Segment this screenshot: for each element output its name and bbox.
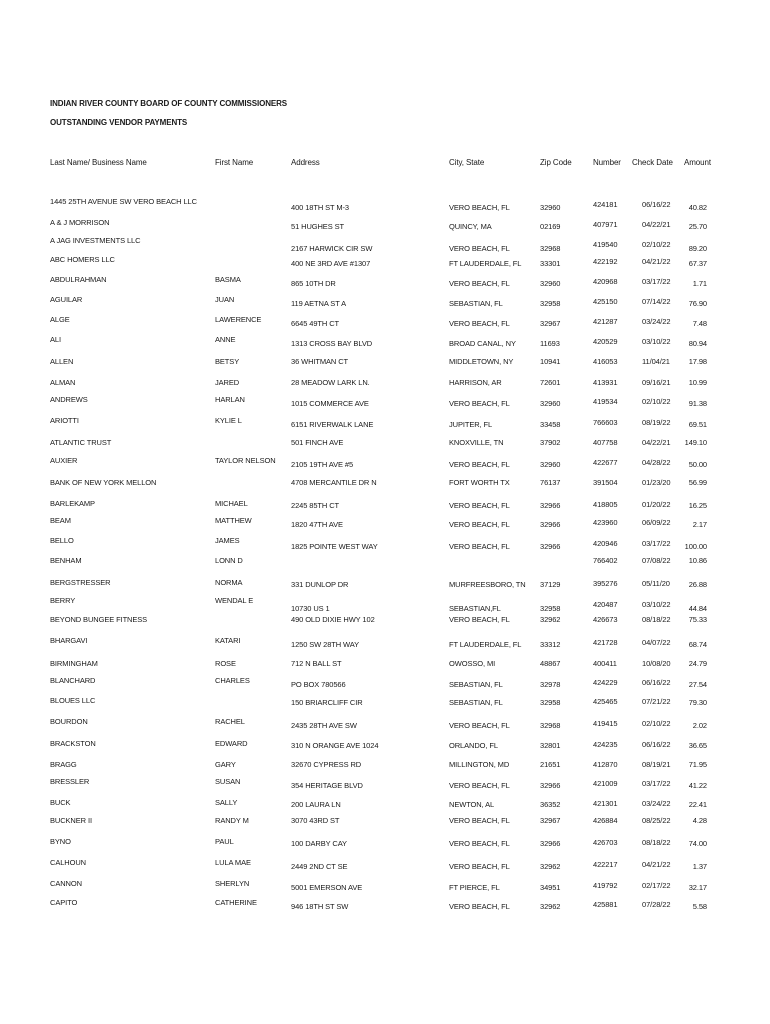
row-first: JAMES: [215, 536, 240, 545]
row-date: 02/10/22: [642, 397, 671, 406]
row-name: CANNON: [50, 879, 82, 888]
row-zip: 32966: [540, 520, 561, 529]
row-number: 419534: [593, 397, 618, 406]
row-number: 766603: [593, 418, 618, 427]
row-zip: 10941: [540, 357, 561, 366]
row-name: AGUILAR: [50, 295, 83, 304]
row-name: BEAM: [50, 516, 71, 525]
row-number: 421287: [593, 317, 618, 326]
row-amount: 68.74: [688, 640, 707, 649]
row-date: 08/18/22: [642, 615, 671, 624]
row-first: TAYLOR NELSON: [215, 456, 276, 465]
row-name: ALGE: [50, 315, 70, 324]
row-city: NEWTON, AL: [449, 800, 495, 809]
row-first: WENDAL E: [215, 596, 254, 605]
row-city: VERO BEACH, FL: [449, 520, 510, 529]
row-date: 08/19/21: [642, 760, 671, 769]
row-address: 200 LAURA LN: [291, 800, 341, 809]
row-city: MURFREESBORO, TN: [449, 580, 526, 589]
row-zip: 32968: [540, 721, 561, 730]
row-zip: 32958: [540, 698, 561, 707]
row-address: 310 N ORANGE AVE 1024: [291, 741, 379, 750]
row-date: 03/10/22: [642, 600, 671, 609]
row-name: BEYOND BUNGEE FITNESS: [50, 615, 148, 624]
row-date: 03/17/22: [642, 539, 671, 548]
row-zip: 32966: [540, 781, 561, 790]
row-date: 02/10/22: [642, 240, 671, 249]
row-amount: 24.79: [688, 659, 707, 668]
row-name: ALMAN: [50, 378, 76, 387]
row-address: 2167 HARWICK CIR SW: [291, 244, 373, 253]
row-zip: 32967: [540, 816, 561, 825]
row-number: 395276: [593, 579, 618, 588]
row-number: 400411: [593, 659, 617, 668]
row-date: 04/22/21: [642, 438, 671, 447]
row-amount: 79.30: [688, 698, 707, 707]
row-name: BOURDON: [50, 717, 88, 726]
row-city: ORLANDO, FL: [449, 741, 498, 750]
row-zip: 37902: [540, 438, 561, 447]
row-date: 03/17/22: [642, 779, 671, 788]
row-first: CHARLES: [215, 676, 250, 685]
col-header-amount: Amount: [684, 158, 711, 167]
row-number: 419792: [593, 881, 618, 890]
row-number: 407971: [593, 220, 618, 229]
row-date: 07/21/22: [642, 697, 671, 706]
col-header-last-name: Last Name/ Business Name: [50, 158, 147, 167]
row-amount: 32.17: [688, 883, 707, 892]
row-zip: 32958: [540, 604, 561, 613]
row-name: BERRY: [50, 596, 76, 605]
row-date: 03/24/22: [642, 799, 671, 808]
row-address: PO BOX 780566: [291, 680, 346, 689]
row-city: HARRISON, AR: [449, 378, 502, 387]
row-name: ABDULRAHMAN: [50, 275, 107, 284]
row-address: 1250 SW 28TH WAY: [291, 640, 360, 649]
row-date: 04/22/21: [642, 220, 671, 229]
row-name: ANDREWS: [50, 395, 88, 404]
row-city: VERO BEACH, FL: [449, 244, 510, 253]
row-number: 426703: [593, 838, 618, 847]
row-address: 3070 43RD ST: [291, 816, 340, 825]
row-address: 2435 28TH AVE SW: [291, 721, 357, 730]
row-address: 1820 47TH AVE: [291, 520, 343, 529]
row-address: 1015 COMMERCE AVE: [291, 399, 369, 408]
row-address: 712 N BALL ST: [291, 659, 342, 668]
row-city: VERO BEACH, FL: [449, 319, 510, 328]
row-address: 2105 19TH AVE #5: [291, 460, 354, 469]
row-name: BUCKNER II: [50, 816, 92, 825]
row-city: VERO BEACH, FL: [449, 781, 510, 790]
row-number: 424181: [593, 200, 618, 209]
row-zip: 32962: [540, 615, 561, 624]
row-amount: 1.71: [692, 279, 707, 288]
row-date: 08/19/22: [642, 418, 671, 427]
row-number: 426884: [593, 816, 618, 825]
row-first: HARLAN: [215, 395, 245, 404]
row-zip: 34951: [540, 883, 561, 892]
row-zip: 32958: [540, 299, 561, 308]
row-amount: 69.51: [688, 420, 707, 429]
row-amount: 80.94: [688, 339, 707, 348]
row-first: BASMA: [215, 275, 241, 284]
row-amount: 74.00: [688, 839, 707, 848]
row-number: 391504: [593, 478, 618, 487]
row-address: 501 FINCH AVE: [291, 438, 344, 447]
row-amount: 36.65: [688, 741, 707, 750]
row-amount: 16.25: [688, 501, 707, 510]
row-number: 420946: [593, 539, 618, 548]
row-address: 10730 US 1: [291, 604, 330, 613]
row-city: SEBASTIAN, FL: [449, 299, 503, 308]
row-address: 100 DARBY CAY: [291, 839, 347, 848]
row-name: BENHAM: [50, 556, 82, 565]
row-city: SEBASTIAN, FL: [449, 680, 503, 689]
row-amount: 17.98: [688, 357, 707, 366]
row-city: BROAD CANAL, NY: [449, 339, 516, 348]
row-city: VERO BEACH, FL: [449, 615, 510, 624]
row-zip: 32978: [540, 680, 561, 689]
row-amount: 10.86: [688, 556, 707, 565]
row-number: 421301: [593, 799, 618, 808]
row-zip: 72601: [540, 378, 561, 387]
row-first: BETSY: [215, 357, 240, 366]
row-address: 490 OLD DIXIE HWY 102: [291, 615, 375, 624]
row-amount: 22.41: [688, 800, 707, 809]
row-address: 36 WHITMAN CT: [291, 357, 349, 366]
row-first: JARED: [215, 378, 240, 387]
row-first: EDWARD: [215, 739, 248, 748]
row-first: KATARI: [215, 636, 241, 645]
row-zip: 32966: [540, 542, 561, 551]
row-amount: 89.20: [688, 244, 707, 253]
row-zip: 32966: [540, 839, 561, 848]
row-city: VERO BEACH, FL: [449, 279, 510, 288]
row-name: ABC HOMERS LLC: [50, 255, 115, 264]
row-address: 400 18TH ST M-3: [291, 203, 349, 212]
row-name: A JAG INVESTMENTS LLC: [50, 236, 141, 245]
row-amount: 26.88: [688, 580, 707, 589]
row-city: FT LAUDERDALE, FL: [449, 640, 522, 649]
row-name: CALHOUN: [50, 858, 86, 867]
row-address: 150 BRIARCLIFF CIR: [291, 698, 363, 707]
row-amount: 100.00: [684, 542, 707, 551]
row-number: 425465: [593, 697, 618, 706]
row-city: VERO BEACH, FL: [449, 816, 510, 825]
row-address: 2245 85TH CT: [291, 501, 339, 510]
row-address: 865 10TH DR: [291, 279, 336, 288]
row-first: GARY: [215, 760, 236, 769]
row-first: ANNE: [215, 335, 236, 344]
row-city: SEBASTIAN, FL: [449, 698, 503, 707]
row-city: SEBASTIAN,FL: [449, 604, 501, 613]
row-number: 421009: [593, 779, 618, 788]
row-first: NORMA: [215, 578, 243, 587]
row-date: 04/21/22: [642, 257, 671, 266]
row-city: MIDDLETOWN, NY: [449, 357, 514, 366]
row-amount: 41.22: [688, 781, 707, 790]
row-zip: 32966: [540, 501, 561, 510]
row-zip: 33301: [540, 259, 561, 268]
row-number: 416053: [593, 357, 618, 366]
row-number: 425150: [593, 297, 618, 306]
report-title: INDIAN RIVER COUNTY BOARD OF COUNTY COMMISSIONERS: [50, 99, 288, 108]
row-name: CAPITO: [50, 898, 78, 907]
row-date: 07/08/22: [642, 556, 671, 565]
row-address: 32670 CYPRESS RD: [291, 760, 362, 769]
row-city: QUINCY, MA: [449, 222, 492, 231]
row-date: 01/20/22: [642, 500, 671, 509]
row-date: 05/11/20: [642, 579, 670, 588]
row-name: A & J MORRISON: [50, 218, 110, 227]
row-amount: 10.99: [688, 378, 707, 387]
row-city: VERO BEACH, FL: [449, 203, 510, 212]
row-first: RACHEL: [215, 717, 245, 726]
row-number: 425881: [593, 900, 618, 909]
row-amount: 50.00: [688, 460, 707, 469]
row-city: VERO BEACH, FL: [449, 902, 510, 911]
row-name: BANK OF NEW YORK MELLON: [50, 478, 157, 487]
row-name: ALI: [50, 335, 61, 344]
row-address: 400 NE 3RD AVE #1307: [291, 259, 371, 268]
row-city: VERO BEACH, FL: [449, 721, 510, 730]
row-zip: 32960: [540, 203, 561, 212]
row-name: ARIOTTI: [50, 416, 79, 425]
row-first: LONN D: [215, 556, 243, 565]
row-amount: 91.38: [688, 399, 707, 408]
row-address: 1825 POINTE WEST WAY: [291, 542, 378, 551]
row-amount: 71.95: [688, 760, 707, 769]
row-zip: 32960: [540, 399, 561, 408]
row-date: 02/10/22: [642, 719, 671, 728]
row-first: MATTHEW: [215, 516, 252, 525]
row-address: 331 DUNLOP DR: [291, 580, 349, 589]
row-date: 09/16/21: [642, 378, 671, 387]
row-address: 4708 MERCANTILE DR N: [291, 478, 377, 487]
row-zip: 33458: [540, 420, 561, 429]
row-city: VERO BEACH, FL: [449, 862, 510, 871]
row-date: 08/25/22: [642, 816, 671, 825]
row-amount: 4.28: [692, 816, 707, 825]
row-name: AUXIER: [50, 456, 78, 465]
row-amount: 76.90: [688, 299, 707, 308]
report-subtitle: OUTSTANDING VENDOR PAYMENTS: [50, 118, 188, 127]
row-first: PAUL: [215, 837, 234, 846]
row-number: 766402: [593, 556, 618, 565]
row-first: LAWERENCE: [215, 315, 262, 324]
row-name: BELLO: [50, 536, 74, 545]
row-date: 10/08/20: [642, 659, 671, 668]
row-date: 01/23/20: [642, 478, 671, 487]
col-header-check-date: Check Date: [632, 158, 673, 167]
row-address: 51 HUGHES ST: [291, 222, 344, 231]
row-zip: 76137: [540, 478, 561, 487]
row-zip: 32962: [540, 862, 561, 871]
row-date: 11/04/21: [642, 357, 670, 366]
row-amount: 149.10: [684, 438, 707, 447]
row-amount: 44.84: [688, 604, 707, 613]
row-address: 5001 EMERSON AVE: [291, 883, 363, 892]
row-name: BRESSLER: [50, 777, 90, 786]
row-amount: 1.37: [692, 862, 707, 871]
row-zip: 11693: [540, 339, 560, 348]
row-number: 422192: [593, 257, 618, 266]
row-zip: 32968: [540, 244, 561, 253]
row-amount: 27.54: [688, 680, 707, 689]
row-number: 419415: [593, 719, 618, 728]
row-number: 426673: [593, 615, 618, 624]
row-name: BARLEKAMP: [50, 499, 95, 508]
row-zip: 32960: [540, 279, 561, 288]
row-amount: 5.58: [692, 902, 707, 911]
row-first: MICHAEL: [215, 499, 248, 508]
row-name: BERGSTRESSER: [50, 578, 111, 587]
row-zip: 32960: [540, 460, 561, 469]
row-number: 424235: [593, 740, 618, 749]
row-zip: 02169: [540, 222, 561, 231]
row-number: 420968: [593, 277, 618, 286]
row-first: JUAN: [215, 295, 235, 304]
row-date: 03/10/22: [642, 337, 671, 346]
row-city: VERO BEACH, FL: [449, 839, 510, 848]
col-header-number: Number: [593, 158, 621, 167]
row-amount: 2.17: [692, 520, 707, 529]
row-date: 06/16/22: [642, 200, 671, 209]
row-first: CATHERINE: [215, 898, 257, 907]
row-date: 04/07/22: [642, 638, 671, 647]
row-name: ATLANTIC TRUST: [50, 438, 112, 447]
row-date: 07/28/22: [642, 900, 671, 909]
col-header-zip: Zip Code: [540, 158, 572, 167]
row-first: RANDY M: [215, 816, 249, 825]
row-address: 119 AETNA ST A: [291, 299, 347, 308]
row-name: BLOUES LLC: [50, 696, 96, 705]
row-city: KNOXVILLE, TN: [449, 438, 504, 447]
col-header-city-state: City, State: [449, 158, 485, 167]
row-first: SHERLYN: [215, 879, 250, 888]
row-amount: 40.82: [688, 203, 707, 212]
row-city: VERO BEACH, FL: [449, 542, 510, 551]
row-name: BUCK: [50, 798, 71, 807]
row-number: 422217: [593, 860, 618, 869]
row-date: 07/14/22: [642, 297, 671, 306]
row-city: VERO BEACH, FL: [449, 460, 510, 469]
row-number: 418805: [593, 500, 618, 509]
row-address: 946 18TH ST SW: [291, 902, 349, 911]
row-zip: 36352: [540, 800, 561, 809]
row-first: KYLIE L: [215, 416, 242, 425]
row-zip: 32801: [540, 741, 561, 750]
row-first: LULA MAE: [215, 858, 251, 867]
col-header-address: Address: [291, 158, 320, 167]
row-number: 419540: [593, 240, 618, 249]
row-name: BRACKSTON: [50, 739, 96, 748]
row-amount: 67.37: [688, 259, 707, 268]
row-amount: 56.99: [688, 478, 707, 487]
row-zip: 37129: [540, 580, 561, 589]
row-date: 04/28/22: [642, 458, 671, 467]
row-address: 1313 CROSS BAY BLVD: [291, 339, 373, 348]
row-number: 413931: [593, 378, 618, 387]
row-date: 06/16/22: [642, 678, 671, 687]
row-date: 06/09/22: [642, 518, 671, 527]
row-amount: 25.70: [688, 222, 707, 231]
row-number: 421728: [593, 638, 618, 647]
row-date: 04/21/22: [642, 860, 671, 869]
row-number: 420529: [593, 337, 618, 346]
row-city: VERO BEACH, FL: [449, 399, 510, 408]
row-address: 354 HERITAGE BLVD: [291, 781, 363, 790]
row-name: BYNO: [50, 837, 71, 846]
row-zip: 48867: [540, 659, 561, 668]
row-city: FT PIERCE, FL: [449, 883, 500, 892]
row-date: 03/24/22: [642, 317, 671, 326]
row-name: BHARGAVI: [50, 636, 88, 645]
col-header-first-name: First Name: [215, 158, 254, 167]
row-name: BLANCHARD: [50, 676, 96, 685]
row-first: ROSE: [215, 659, 236, 668]
row-city: JUPITER, FL: [449, 420, 493, 429]
row-city: MILLINGTON, MD: [449, 760, 510, 769]
row-number: 407758: [593, 438, 618, 447]
row-number: 423960: [593, 518, 618, 527]
row-address: 2449 2ND CT SE: [291, 862, 348, 871]
row-date: 02/17/22: [642, 881, 671, 890]
row-city: VERO BEACH, FL: [449, 501, 510, 510]
row-name: ALLEN: [50, 357, 74, 366]
row-address: 6645 49TH CT: [291, 319, 339, 328]
row-number: 412870: [593, 760, 618, 769]
row-date: 03/17/22: [642, 277, 671, 286]
row-date: 08/18/22: [642, 838, 671, 847]
row-amount: 75.33: [688, 615, 707, 624]
row-number: 420487: [593, 600, 618, 609]
row-first: SUSAN: [215, 777, 241, 786]
row-date: 06/16/22: [642, 740, 671, 749]
row-zip: 21651: [540, 760, 561, 769]
row-address: 28 MEADOW LARK LN.: [291, 378, 370, 387]
row-zip: 32967: [540, 319, 561, 328]
row-zip: 32962: [540, 902, 561, 911]
row-address: 6151 RIVERWALK LANE: [291, 420, 374, 429]
row-city: FT LAUDERDALE, FL: [449, 259, 522, 268]
row-name: BIRMINGHAM: [50, 659, 98, 668]
row-number: 422677: [593, 458, 618, 467]
row-city: FORT WORTH TX: [449, 478, 510, 487]
row-name: 1445 25TH AVENUE SW VERO BEACH LLC: [50, 197, 197, 206]
row-city: OWOSSO, MI: [449, 659, 496, 668]
row-amount: 7.48: [692, 319, 707, 328]
row-zip: 33312: [540, 640, 561, 649]
row-amount: 2.02: [692, 721, 707, 730]
row-number: 424229: [593, 678, 618, 687]
row-name: BRAGG: [50, 760, 77, 769]
row-first: SALLY: [215, 798, 238, 807]
